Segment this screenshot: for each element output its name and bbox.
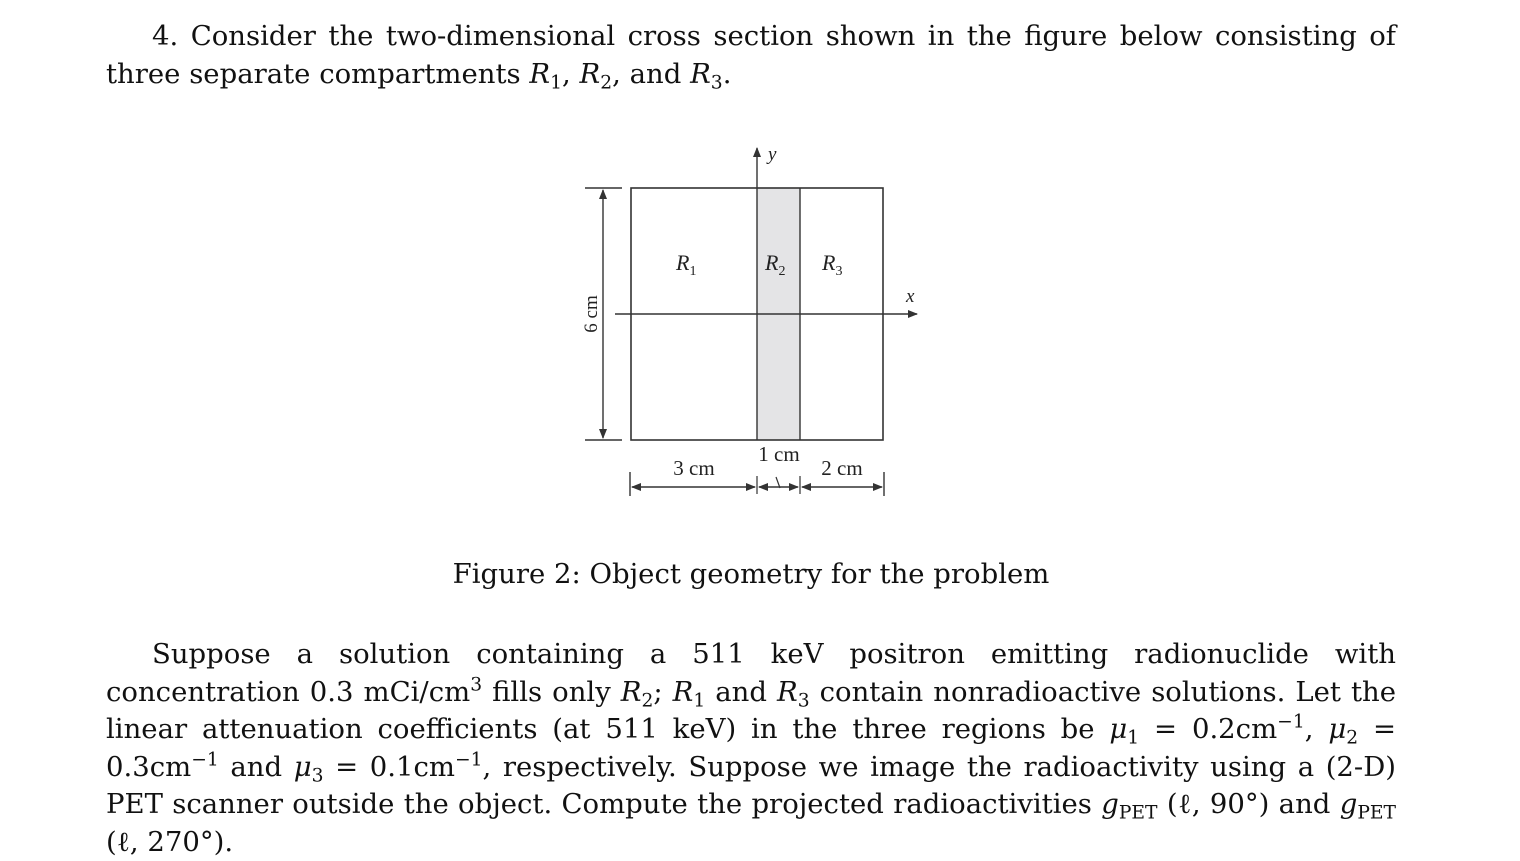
width-r1-label: 3 cm [673,456,715,480]
r2-subscript: 2 [641,690,654,712]
mu2-unit-exponent: −1 [191,749,219,771]
y-axis-label: y [768,144,777,165]
r3-symbol: R [690,57,711,90]
problem-number: 4. [152,20,179,52]
body-s6: , respectively. Suppose we image the radioactivity using a (2-D) PET scanner outside the object. Compute the projected radioactivities [106,750,1396,820]
r1-subscript: 1 [550,72,563,94]
r2-symbol: R [620,675,642,708]
r3-symbol: R [777,675,798,708]
r1-symbol: R [529,57,551,90]
mu3-symbol: μ [293,750,312,783]
r2-symbol: R [579,57,601,90]
mu1-symbol: μ [1109,713,1128,745]
r3-label: $R_3$ [822,250,843,279]
width-r2-label: 1 cm [758,442,800,466]
intro-text: Consider the two-dimensional cross section shown in the figure below consisting of three separate compartments [106,20,1396,90]
mu2-value: = 0.3cm [106,713,1396,783]
pet-subscript-2: PET [1357,802,1396,824]
g-pet-symbol-1: g [1101,788,1119,820]
r3-subscript: 3 [710,72,723,94]
body-s2: fills only [482,675,621,708]
pet-subscript-1: PET [1118,802,1158,824]
g-pet-arg-90: (ℓ, 90°) [1157,788,1270,820]
mu3-subscript: 3 [311,765,324,787]
intro-period: . [722,57,732,90]
g-pet-symbol-2: g [1339,788,1358,820]
intro-comma: , [562,57,571,90]
body-s5: contain nonradioactive solutions. Let the linear attenuation coefficients (at 511 keV) in the three regions be [106,675,1396,745]
r1-symbol: R [672,675,694,708]
problem-body [106,636,1396,861]
body-s7: and [1269,788,1340,820]
problem-intro [106,18,1396,93]
mu2-symbol: μ [1328,713,1347,745]
body-s1: Suppose a solution containing a 511 keV positron emitting radionuclide with concentration 0.3 mCi/cm [106,638,1396,708]
width-r3-label: 2 cm [821,456,863,480]
g-pet-arg-270: (ℓ, 270°) [106,825,225,858]
body-comma: , [1304,713,1329,745]
r1-subscript: 1 [693,690,706,712]
body-s4: and [705,675,777,708]
mu3-unit-exponent: −1 [454,749,483,771]
r2-label: $R_2$ [765,250,786,279]
intro-and: , and [612,57,682,90]
mu2-subscript: 2 [1346,727,1359,749]
mu1-unit-exponent: −1 [1277,711,1305,733]
r1-label: $R_1$ [676,250,697,279]
figure-caption: Figure 2: Object geometry for the problem [452,558,1050,590]
height-dimension-label: 6 cm [581,295,602,333]
body-s3: ; [653,675,673,708]
x-axis-label: x [906,286,915,307]
r2-subscript: 2 [600,72,613,94]
object-geometry-figure [540,130,980,520]
mu1-subscript: 1 [1127,727,1140,749]
body-and: and [218,750,294,783]
r3-subscript: 3 [797,690,810,712]
mu3-value: = 0.1cm [323,750,455,783]
mu1-value: = 0.2cm [1139,713,1278,745]
cubed-superscript: 3 [470,674,483,696]
body-end: . [224,825,234,858]
